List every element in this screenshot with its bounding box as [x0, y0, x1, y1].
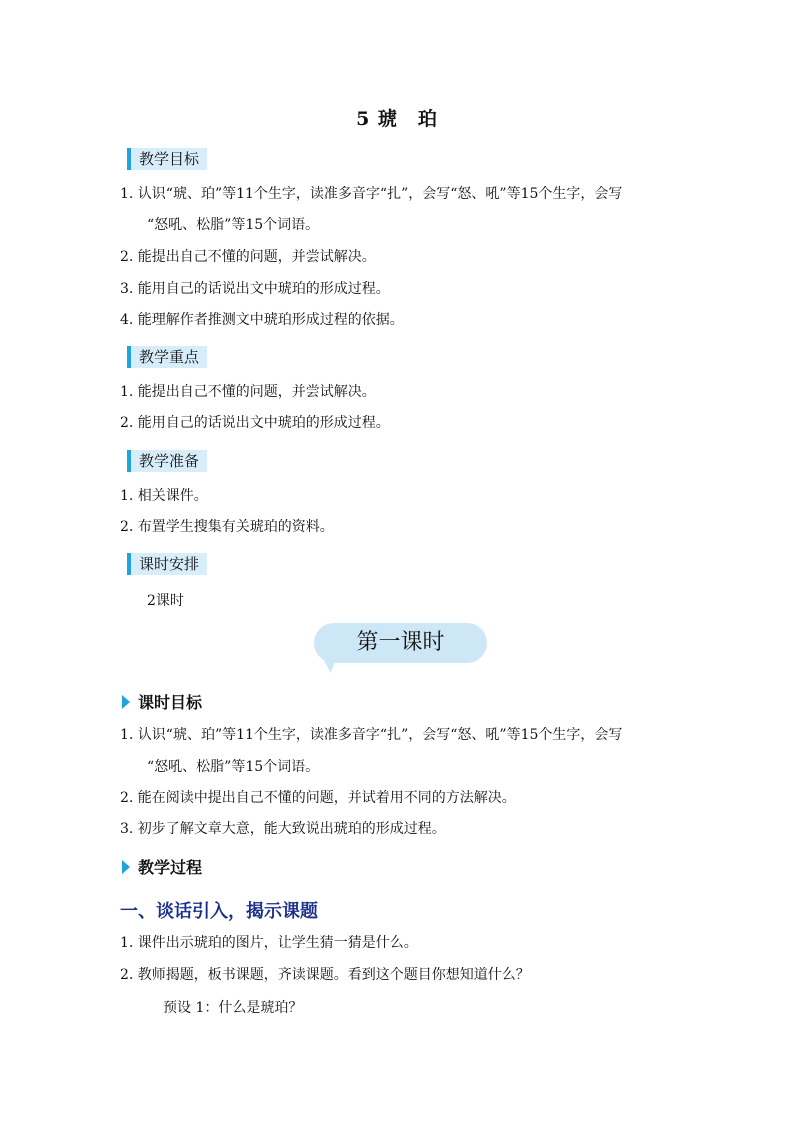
- focus-line: 1. 能提出自己不懂的问题，并尝试解决。: [120, 384, 376, 400]
- goal-line: “怒吼、松脂”等15个词语。: [147, 217, 320, 233]
- schedule-value: 2课时: [147, 593, 184, 609]
- chevron-right-icon: [122, 695, 130, 709]
- goal-line: 1. 认识“琥、珀”等11个生字，读准多音字“扎”，会写“怒、吼”等15个生字，会写: [120, 186, 623, 202]
- process-heading: [122, 855, 202, 878]
- step-line: 1. 课件出示琥珀的图片，让学生猜一猜是什么。: [120, 935, 418, 951]
- chevron-right-icon: [122, 860, 130, 874]
- step-line: 2. 教师揭题，板书课题，齐读课题。看到这个题目你想知道什么？: [120, 967, 530, 983]
- lesson-goal-line: 1. 认识“琥、珀”等11个生字，读准多音字“扎”，会写“怒、吼”等15个生字，会写: [120, 727, 623, 743]
- goal-line: 4. 能理解作者推测文中琥珀形成过程的依据。: [120, 312, 404, 328]
- tag-teaching-prep: 教学准备: [127, 450, 207, 472]
- process-heading-label: 教学过程: [138, 858, 203, 877]
- preset-line: 预设 1：什么是琥珀？: [163, 1000, 303, 1016]
- step-heading: 一、谈话引入，揭示课题: [120, 901, 318, 922]
- tag-teaching-goals: 教学目标: [127, 148, 207, 170]
- tag-teaching-focus: 教学重点: [127, 346, 207, 368]
- goal-line: 3. 能用自己的话说出文中琥珀的形成过程。: [120, 281, 390, 297]
- prep-line: 1. 相关课件。: [120, 488, 208, 504]
- lesson-goals-heading-label: 课时目标: [138, 693, 203, 712]
- page-title: 5 琥 珀: [356, 108, 438, 130]
- lesson-goal-line: “怒吼、松脂”等15个词语。: [147, 759, 320, 775]
- lesson-goals-heading: [122, 690, 202, 713]
- goal-line: 2. 能提出自己不懂的问题，并尝试解决。: [120, 249, 376, 265]
- focus-line: 2. 能用自己的话说出文中琥珀的形成过程。: [120, 415, 390, 431]
- lesson-goal-line: 2. 能在阅读中提出自己不懂的问题，并试着用不同的方法解决。: [120, 790, 516, 806]
- tag-schedule: 课时安排: [127, 553, 207, 575]
- lesson-goal-line: 3. 初步了解文章大意，能大致说出琥珀的形成过程。: [120, 821, 446, 837]
- prep-line: 2. 布置学生搜集有关琥珀的资料。: [120, 519, 334, 535]
- lesson-bubble: 第一课时: [314, 623, 487, 663]
